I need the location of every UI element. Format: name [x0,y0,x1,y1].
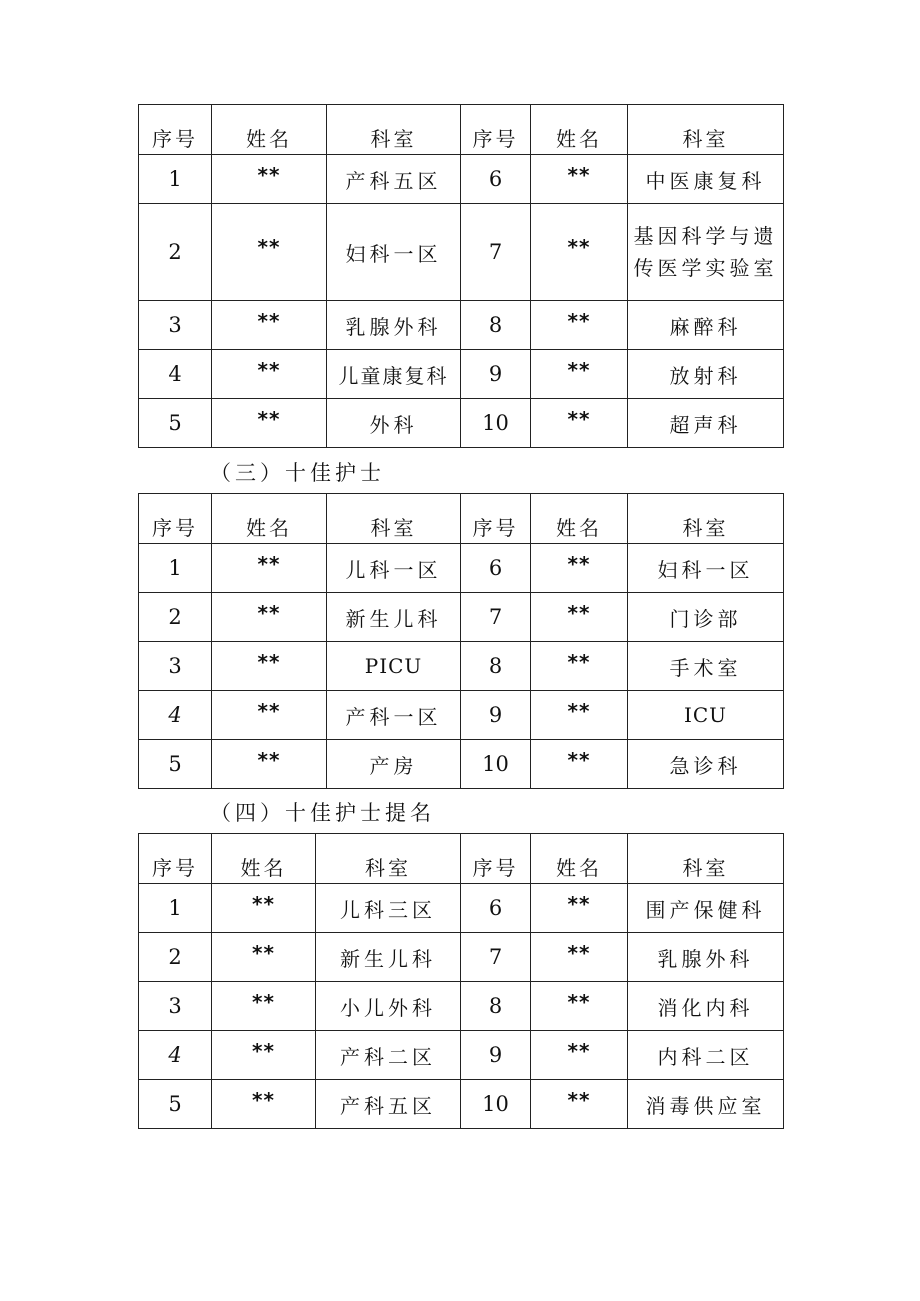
name-cell: ** [531,350,628,399]
name-cell: ** [531,691,628,740]
dept-cell: 乳腺外科 [628,933,784,982]
header-dept: 科室 [327,105,461,155]
header-seq: 序号 [139,834,212,884]
dept-cell-multiline [628,204,784,301]
dept-cell: 新生儿科 [316,933,461,982]
name-cell: ** [212,982,316,1031]
dept-cell: 产科一区 [327,691,461,740]
name-cell: ** [212,544,327,593]
header-seq: 序号 [139,494,212,544]
seq-cell: 5 [139,1080,212,1129]
header-dept: 科室 [628,494,784,544]
table-row [139,884,784,933]
dept-cell: 手术室 [628,642,784,691]
section-title-top-ten-nurses: （三）十佳护士 [210,461,385,485]
table-header-row [139,834,784,884]
seq-cell: 3 [139,982,212,1031]
seq-cell: 8 [461,642,531,691]
award-table-1 [138,104,784,448]
name-cell: ** [531,982,628,1031]
dept-cell: 内科二区 [628,1031,784,1080]
name-cell: ** [212,204,327,301]
name-cell: ** [531,204,628,301]
name-cell: ** [212,933,316,982]
name-cell: ** [212,884,316,933]
section-title-nurse-nominees: （四）十佳护士提名 [210,801,435,825]
header-dept: 科室 [628,105,784,155]
seq-cell: 9 [461,691,531,740]
dept-cell: 外科 [327,399,461,448]
seq-cell: 1 [139,155,212,204]
header-seq: 序号 [139,105,212,155]
dept-cell: PICU [327,642,461,691]
name-cell: ** [212,399,327,448]
dept-line-1: 基因科学与遗 [633,224,778,248]
name-cell: ** [212,593,327,642]
dept-cell: 放射科 [628,350,784,399]
name-cell: ** [531,1080,628,1129]
name-cell: ** [531,884,628,933]
header-name: 姓名 [212,105,327,155]
seq-cell: 10 [461,1080,531,1129]
table-row [139,982,784,1031]
dept-cell: 产科五区 [316,1080,461,1129]
table-row [139,301,784,350]
header-seq: 序号 [461,105,531,155]
seq-cell: 7 [461,593,531,642]
seq-cell: 5 [139,399,212,448]
name-cell: ** [212,301,327,350]
table-row [139,593,784,642]
seq-cell: 6 [461,544,531,593]
name-cell: ** [531,933,628,982]
name-cell: ** [531,642,628,691]
table-row [139,933,784,982]
seq-cell: 4 [139,1031,212,1080]
header-name: 姓名 [212,834,316,884]
seq-cell: 4 [139,350,212,399]
table-row [139,1080,784,1129]
header-name: 姓名 [212,494,327,544]
dept-cell: 儿科一区 [327,544,461,593]
name-cell: ** [531,399,628,448]
name-cell: ** [212,642,327,691]
seq-cell: 9 [461,1031,531,1080]
name-cell: ** [531,301,628,350]
name-cell: ** [212,1031,316,1080]
award-table-2 [138,493,784,789]
header-name: 姓名 [531,105,628,155]
dept-cell: 门诊部 [628,593,784,642]
seq-cell: 4 [139,691,212,740]
seq-cell: 8 [461,982,531,1031]
dept-cell: 产房 [327,740,461,789]
seq-cell: 6 [461,155,531,204]
name-cell: ** [531,593,628,642]
dept-cell: 妇科一区 [628,544,784,593]
table-row [139,740,784,789]
dept-cell: 儿科三区 [316,884,461,933]
dept-cell: 麻醉科 [628,301,784,350]
header-dept: 科室 [628,834,784,884]
dept-cell: 妇科一区 [327,204,461,301]
name-cell: ** [531,740,628,789]
seq-cell: 1 [139,884,212,933]
name-cell: ** [212,740,327,789]
dept-cell: 产科二区 [316,1031,461,1080]
dept-cell: 儿童康复科 [327,350,461,399]
name-cell: ** [212,155,327,204]
seq-cell: 8 [461,301,531,350]
seq-cell: 6 [461,884,531,933]
seq-cell: 9 [461,350,531,399]
dept-cell: ICU [628,691,784,740]
header-dept: 科室 [327,494,461,544]
dept-cell: 乳腺外科 [327,301,461,350]
seq-cell: 3 [139,642,212,691]
dept-cell: 超声科 [628,399,784,448]
seq-cell: 10 [461,740,531,789]
name-cell: ** [212,1080,316,1129]
table-row [139,1031,784,1080]
table-row [139,204,784,301]
table-header-row [139,105,784,155]
header-name: 姓名 [531,834,628,884]
table-row [139,642,784,691]
dept-cell: 消毒供应室 [628,1080,784,1129]
award-table-3 [138,833,784,1129]
table-row [139,350,784,399]
name-cell: ** [531,544,628,593]
header-name: 姓名 [531,494,628,544]
seq-cell: 10 [461,399,531,448]
dept-cell: 围产保健科 [628,884,784,933]
table-row [139,155,784,204]
name-cell: ** [212,691,327,740]
seq-cell: 1 [139,544,212,593]
dept-cell: 急诊科 [628,740,784,789]
dept-cell: 产科五区 [327,155,461,204]
name-cell: ** [531,1031,628,1080]
table-row [139,691,784,740]
dept-cell: 消化内科 [628,982,784,1031]
seq-cell: 5 [139,740,212,789]
table-header-row [139,494,784,544]
seq-cell: 7 [461,933,531,982]
header-dept: 科室 [316,834,461,884]
name-cell: ** [212,350,327,399]
header-seq: 序号 [461,494,531,544]
dept-line-2: 传医学实验室 [633,256,778,280]
seq-cell: 7 [461,204,531,301]
name-cell: ** [531,155,628,204]
dept-cell: 新生儿科 [327,593,461,642]
seq-cell: 2 [139,933,212,982]
table-row [139,399,784,448]
table-row [139,544,784,593]
seq-cell: 2 [139,204,212,301]
seq-cell: 2 [139,593,212,642]
seq-cell: 3 [139,301,212,350]
header-seq: 序号 [461,834,531,884]
dept-cell: 中医康复科 [628,155,784,204]
dept-cell: 小儿外科 [316,982,461,1031]
